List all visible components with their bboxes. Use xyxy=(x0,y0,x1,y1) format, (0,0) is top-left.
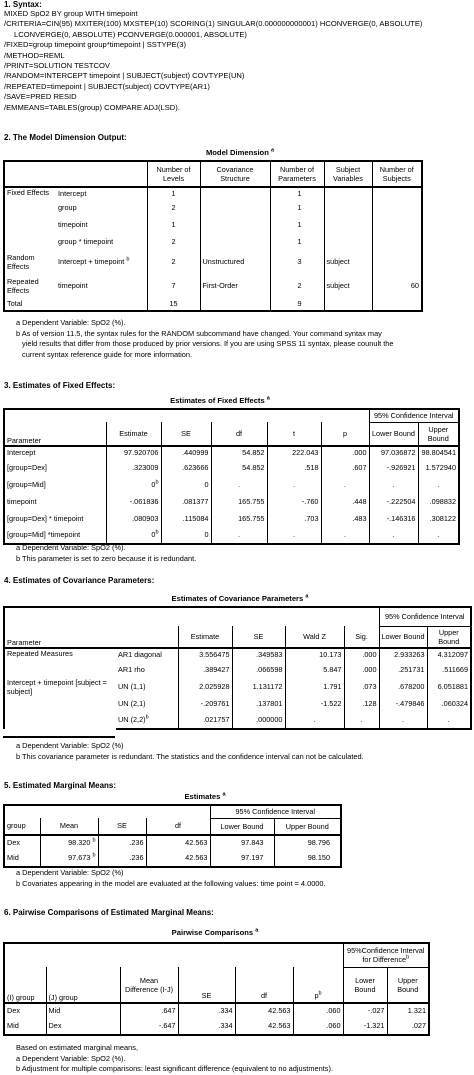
table-title: Estimates of Covariance Parameters $^a$ xyxy=(171,593,309,603)
col-header: $p^b$ xyxy=(293,967,343,1003)
col-header: Wald Z xyxy=(285,626,344,648)
cell: 42.563 xyxy=(146,850,210,867)
cell: 10.173 xyxy=(285,648,344,661)
col-header: t xyxy=(267,422,321,446)
col-header: Number of Parameters xyxy=(270,161,324,187)
cell: 2.933263 xyxy=(379,648,427,661)
cell: -.146316 xyxy=(369,510,418,527)
syntax-line: /FIXED=group timepoint group*timepoint | SSTYPE(3) xyxy=(4,40,186,50)
row-group-label: Total xyxy=(4,298,56,311)
cell: Unstructured xyxy=(200,250,270,274)
table-row xyxy=(4,298,422,311)
cell: . xyxy=(267,476,321,493)
cell: 2 xyxy=(147,199,200,216)
cell: 42.563 xyxy=(235,1003,293,1018)
row-group-label: Intercept + timepoint [subject = subject] xyxy=(4,678,116,729)
param-label: UN (1,1) xyxy=(116,678,178,695)
group-label: Mid xyxy=(4,1018,46,1035)
cell xyxy=(372,216,422,233)
col-header: Estimate xyxy=(106,422,161,446)
cell: .440999 xyxy=(161,446,211,459)
cell: 98.320 $^b$ xyxy=(40,835,98,850)
cell: .323009 xyxy=(106,459,161,476)
syntax-line: /CRITERIA=CIN(95) MXITER(100) MXSTEP(10) SCORING(1) SINGULAR(0.000000000001) HCONVERGE(0, ABSOLUTE) xyxy=(4,19,423,29)
cell: -.647 xyxy=(120,1018,178,1035)
col-header: Number of Levels xyxy=(147,161,200,187)
cell: 2 xyxy=(147,233,200,250)
cell: 98.804541 xyxy=(418,446,459,459)
cell: -.926921 xyxy=(369,459,418,476)
syntax-block xyxy=(4,9,474,113)
footnotes xyxy=(16,741,471,762)
cell: .607 xyxy=(321,459,369,476)
cell: 1 xyxy=(270,233,324,250)
cell: 1 xyxy=(147,216,200,233)
cell xyxy=(324,187,372,199)
cell: 2.025928 xyxy=(178,678,232,695)
col-header: SE xyxy=(98,818,146,835)
cell: 42.563 xyxy=(235,1018,293,1035)
table-row xyxy=(4,678,471,695)
col-header: Upper Bound xyxy=(427,626,471,648)
cell: .080903 xyxy=(106,510,161,527)
cell: 2 xyxy=(147,250,200,274)
section-2-heading: 2. The Model Dimension Output: xyxy=(4,133,127,142)
pairwise-comparisons-table xyxy=(3,942,430,1036)
cell: 0$^b$ xyxy=(106,527,161,544)
cell: . xyxy=(321,476,369,493)
param-label: AR1 rho xyxy=(116,661,178,678)
cell: .236 xyxy=(98,835,146,850)
footnote: b This covariance parameter is redundant. The statistics and the confidence interval can not be calculated. xyxy=(16,751,364,761)
cell: .000000 xyxy=(232,712,285,729)
col-header: Lower Bound xyxy=(343,967,387,1003)
cell: .073 xyxy=(344,678,379,695)
cell xyxy=(372,250,422,274)
cell: .060 xyxy=(293,1003,343,1018)
section-1-heading: 1. Syntax: xyxy=(4,0,42,9)
col-header: Subject Variables xyxy=(324,161,372,187)
section-3-heading: 3. Estimates of Fixed Effects: xyxy=(4,381,116,390)
syntax-line: /METHOD=REML xyxy=(4,50,65,60)
cell: .703 xyxy=(267,510,321,527)
table-row xyxy=(4,233,422,250)
cell: .623666 xyxy=(161,459,211,476)
table-row xyxy=(4,199,422,216)
table-row xyxy=(4,527,459,544)
col-header: Sig. xyxy=(344,626,379,648)
col-header: Lower Bound xyxy=(369,422,418,446)
cell: 97.036872 xyxy=(369,446,418,459)
table-title: Estimates $^a$ xyxy=(184,791,226,801)
syntax-line: LCONVERGE(0, ABSOLUTE) PCONVERGE(0.000001, ABSOLUTE) xyxy=(14,29,247,39)
table-title: Pairwise Comparisons $^a$ xyxy=(171,927,259,937)
term-label: group * timepoint xyxy=(56,233,147,250)
cell: 165.755 xyxy=(211,493,267,510)
footnotes xyxy=(16,318,471,360)
cell: 1 xyxy=(270,216,324,233)
cell: .308122 xyxy=(418,510,459,527)
ci-header: 95% Confidence Interval xyxy=(369,409,459,422)
ci-header: 95% Confidence Interval xyxy=(210,805,341,818)
cell: 97.197 xyxy=(210,850,274,867)
col-header: Parameter xyxy=(4,626,178,648)
cell: . xyxy=(369,527,418,544)
group-label: Mid xyxy=(4,850,40,867)
row-group-label: Random Effects xyxy=(4,250,56,274)
syntax-line: /SAVE=PRED RESID xyxy=(4,92,77,102)
cell: .060324 xyxy=(427,695,471,712)
cell: 0 xyxy=(161,527,211,544)
cell: 6.051881 xyxy=(427,678,471,695)
col-header: (J) group xyxy=(46,967,120,1003)
cell: .349583 xyxy=(232,648,285,661)
syntax-line: MIXED SpO2 BY group WITH timepoint xyxy=(4,9,138,18)
cell: 97.673 $^b$ xyxy=(40,850,98,867)
cell: . xyxy=(369,476,418,493)
cell: . xyxy=(321,527,369,544)
cell xyxy=(324,199,372,216)
col-header: Lower Bound xyxy=(379,626,427,648)
footnotes xyxy=(16,1043,471,1075)
cell xyxy=(200,199,270,216)
cell: .647 xyxy=(120,1003,178,1018)
footnotes xyxy=(16,543,471,564)
cell: 1 xyxy=(270,187,324,199)
cell: -.479846 xyxy=(379,695,427,712)
cell xyxy=(324,233,372,250)
cell: 7 xyxy=(147,274,200,298)
group-label: Dex xyxy=(4,835,40,850)
table-row xyxy=(4,274,422,298)
cell: .334 xyxy=(178,1003,235,1018)
footnote: Based on estimated marginal means, xyxy=(16,1043,139,1052)
footnote: current syntax reference guide for more information. xyxy=(22,349,193,359)
footnote: b Covariates appearing in the model are evaluated at the following values: time point = 4.0000. xyxy=(16,878,326,888)
cell: .098832 xyxy=(418,493,459,510)
footnote: a Dependent Variable: SpO2 (%) xyxy=(16,741,124,750)
cell: 9 xyxy=(270,298,324,311)
cell xyxy=(200,216,270,233)
section-4-heading: 4. Estimates of Covariance Parameters: xyxy=(4,576,155,585)
table-row xyxy=(4,648,471,661)
cell: -1.522 xyxy=(285,695,344,712)
cell: .000 xyxy=(344,661,379,678)
col-header: Mean xyxy=(40,818,98,835)
table-row xyxy=(4,1003,429,1018)
cell: . xyxy=(418,527,459,544)
cell: -.760 xyxy=(267,493,321,510)
param-label: timepoint xyxy=(4,493,106,510)
row-group-label: Repeated Effects xyxy=(4,274,56,298)
table-row xyxy=(4,850,341,867)
table-row xyxy=(4,446,459,459)
param-label: AR1 diagonal xyxy=(116,648,178,661)
cell: 97.920706 xyxy=(106,446,161,459)
cell: 98.796 xyxy=(274,835,341,850)
cell: . xyxy=(267,527,321,544)
footnote: a Dependent Variable: SpO2 (%) xyxy=(16,868,124,877)
cell: .251731 xyxy=(379,661,427,678)
col-header: (I) group xyxy=(4,967,46,1003)
cell: .128 xyxy=(344,695,379,712)
col-header: Upper Bound xyxy=(387,967,429,1003)
cell: -.061836 xyxy=(106,493,161,510)
footnote: a Dependent Variable: SpO2 (%). xyxy=(16,1053,126,1063)
footnote: a Dependent Variable: SpO2 (%). xyxy=(16,543,126,552)
cell: 0$^b$ xyxy=(106,476,161,493)
col-header: group xyxy=(4,818,40,835)
footnotes xyxy=(16,868,471,889)
cell: 1.321 xyxy=(387,1003,429,1018)
cell: First-Order xyxy=(200,274,270,298)
cell: .389427 xyxy=(178,661,232,678)
cell: .066598 xyxy=(232,661,285,678)
cell: subject xyxy=(324,274,372,298)
cell: 15 xyxy=(147,298,200,311)
param-label: UN $(2,2)^b$ xyxy=(116,712,178,729)
col-header: Covariance Structure xyxy=(200,161,270,187)
cell: .000 xyxy=(344,648,379,661)
table-row xyxy=(4,216,422,233)
col-header: SE xyxy=(232,626,285,648)
cell: -.209761 xyxy=(178,695,232,712)
table-row xyxy=(4,187,422,199)
cell: 97.843 xyxy=(210,835,274,850)
table-row xyxy=(4,493,459,510)
col-header: Mean Difference (I-J) xyxy=(120,967,178,1003)
param-label: [group=Mid] *timepoint xyxy=(4,527,106,544)
cell: 0 xyxy=(161,476,211,493)
cell: . xyxy=(211,527,267,544)
cell: .081377 xyxy=(161,493,211,510)
cell: . xyxy=(285,712,344,729)
col-header: Upper Bound xyxy=(418,422,459,446)
section-6-heading: 6. Pairwise Comparisons of Estimated Marginal Means: xyxy=(4,908,214,917)
syntax-line: /EMMEANS=TABLES(group) COMPARE ADJ(LSD). xyxy=(4,102,180,112)
cell xyxy=(200,187,270,199)
cell: 4.312097 xyxy=(427,648,471,661)
cell xyxy=(372,233,422,250)
col-header: Upper Bound xyxy=(274,818,341,835)
table-row xyxy=(4,1018,429,1035)
col-header: SE xyxy=(178,967,235,1003)
col-header: df xyxy=(146,818,210,835)
cell: -1.321 xyxy=(343,1018,387,1035)
cell: 1 xyxy=(270,199,324,216)
col-header: df xyxy=(235,967,293,1003)
col-header: Lower Bound xyxy=(210,818,274,835)
cell: 54.852 xyxy=(211,459,267,476)
param-label: Intercept xyxy=(4,446,106,459)
model-dimension-table xyxy=(3,160,423,312)
cell: . xyxy=(379,712,427,729)
cell: .678200 xyxy=(379,678,427,695)
syntax-line: /RANDOM=INTERCEPT timepoint | SUBJECT(subject) COVTYPE(UN) xyxy=(4,71,245,81)
param-label: [group=Dex] xyxy=(4,459,106,476)
term-label: Intercept + timepoint $^b$ xyxy=(56,250,147,274)
cell: .000 xyxy=(321,446,369,459)
table-row xyxy=(4,510,459,527)
row-group-label: Repeated Measures xyxy=(4,648,116,678)
param-label: UN (2,1) xyxy=(116,695,178,712)
table-row xyxy=(4,250,422,274)
table-title: Model Dimension $^a$ xyxy=(205,147,275,157)
cell: .027 xyxy=(387,1018,429,1035)
table-row xyxy=(4,476,459,493)
table-row xyxy=(4,835,341,850)
cell: 165.755 xyxy=(211,510,267,527)
cell: .518 xyxy=(267,459,321,476)
section-5-heading: 5. Estimated Marginal Means: xyxy=(4,781,117,790)
cell xyxy=(200,233,270,250)
cell: 222.043 xyxy=(267,446,321,459)
footnote: b Adjustment for multiple comparisons: least significant difference (equivalent to no adjustments). xyxy=(16,1064,334,1073)
cell: .060 xyxy=(293,1018,343,1035)
estimates-table xyxy=(3,804,342,868)
cell: 1.791 xyxy=(285,678,344,695)
footnote: a Dependent Variable: SpO2 (%). xyxy=(16,318,126,327)
col-header: p xyxy=(321,422,369,446)
cell: 1.131172 xyxy=(232,678,285,695)
cell xyxy=(372,199,422,216)
term-label: Intercept xyxy=(56,187,147,199)
cell: .334 xyxy=(178,1018,235,1035)
cell: . xyxy=(418,476,459,493)
syntax-line: /REPEATED=timepoint | SUBJECT(subject) COVTYPE(AR1) xyxy=(4,81,210,91)
param-label: [group=Mid] xyxy=(4,476,106,493)
row-group-label: Fixed Effects xyxy=(4,187,56,216)
cell: 42.563 xyxy=(146,835,210,850)
cell: .115084 xyxy=(161,510,211,527)
footnote: yield results that differ from those produced by prior versions. If you are using SPSS 11 syntax, please counult the xyxy=(22,339,394,348)
cell xyxy=(324,216,372,233)
group-label: Dex xyxy=(46,1018,120,1035)
cell: 3.556475 xyxy=(178,648,232,661)
cell: 3 xyxy=(270,250,324,274)
col-header: SE xyxy=(161,422,211,446)
cell: .021757 xyxy=(178,712,232,729)
cell: 98.150 xyxy=(274,850,341,867)
cell: 5.847 xyxy=(285,661,344,678)
cell: .511669 xyxy=(427,661,471,678)
table-row xyxy=(4,459,459,476)
footnote: b This parameter is set to zero because it is redundant. xyxy=(16,553,197,563)
cell: 1 xyxy=(147,187,200,199)
term-label: timepoint xyxy=(56,216,147,233)
cell: 2 xyxy=(270,274,324,298)
cell: . xyxy=(427,712,471,729)
col-header: Number of Subjects xyxy=(372,161,422,187)
cell: -.222504 xyxy=(369,493,418,510)
col-header: df xyxy=(211,422,267,446)
col-header: Parameter xyxy=(4,422,106,446)
term-label: timepoint xyxy=(56,274,147,298)
covariance-parameters-table xyxy=(3,606,472,730)
cell xyxy=(372,187,422,199)
cell: 54.852 xyxy=(211,446,267,459)
ci-header: 95% Confidence Interval xyxy=(379,607,471,626)
cell: 60 xyxy=(372,274,422,298)
term-label: group xyxy=(56,199,147,216)
cell: .137801 xyxy=(232,695,285,712)
table-title: Estimates of Fixed Effects $^a$ xyxy=(170,395,270,405)
group-label: Mid xyxy=(46,1003,120,1018)
syntax-line: /PRINT=SOLUTION TESTCOV xyxy=(4,61,110,71)
footnote: b As of version 11.5, the syntax rules for the RANDOM subcommand have changed. Your command syntax may xyxy=(16,328,382,338)
fixed-effects-table xyxy=(3,408,460,545)
cell: .483 xyxy=(321,510,369,527)
param-label: [group=Dex] * timepoint xyxy=(4,510,106,527)
cell: subject xyxy=(324,250,372,274)
cell: . xyxy=(211,476,267,493)
ci-header: 95%Confidence Interval for Difference$^b$ xyxy=(343,943,429,967)
cell: . xyxy=(344,712,379,729)
col-header: Estimate xyxy=(178,626,232,648)
cell: .236 xyxy=(98,850,146,867)
cell: -.027 xyxy=(343,1003,387,1018)
cell: .448 xyxy=(321,493,369,510)
group-label: Dex xyxy=(4,1003,46,1018)
table-bottom-rule xyxy=(3,736,115,738)
cell: 1.572940 xyxy=(418,459,459,476)
